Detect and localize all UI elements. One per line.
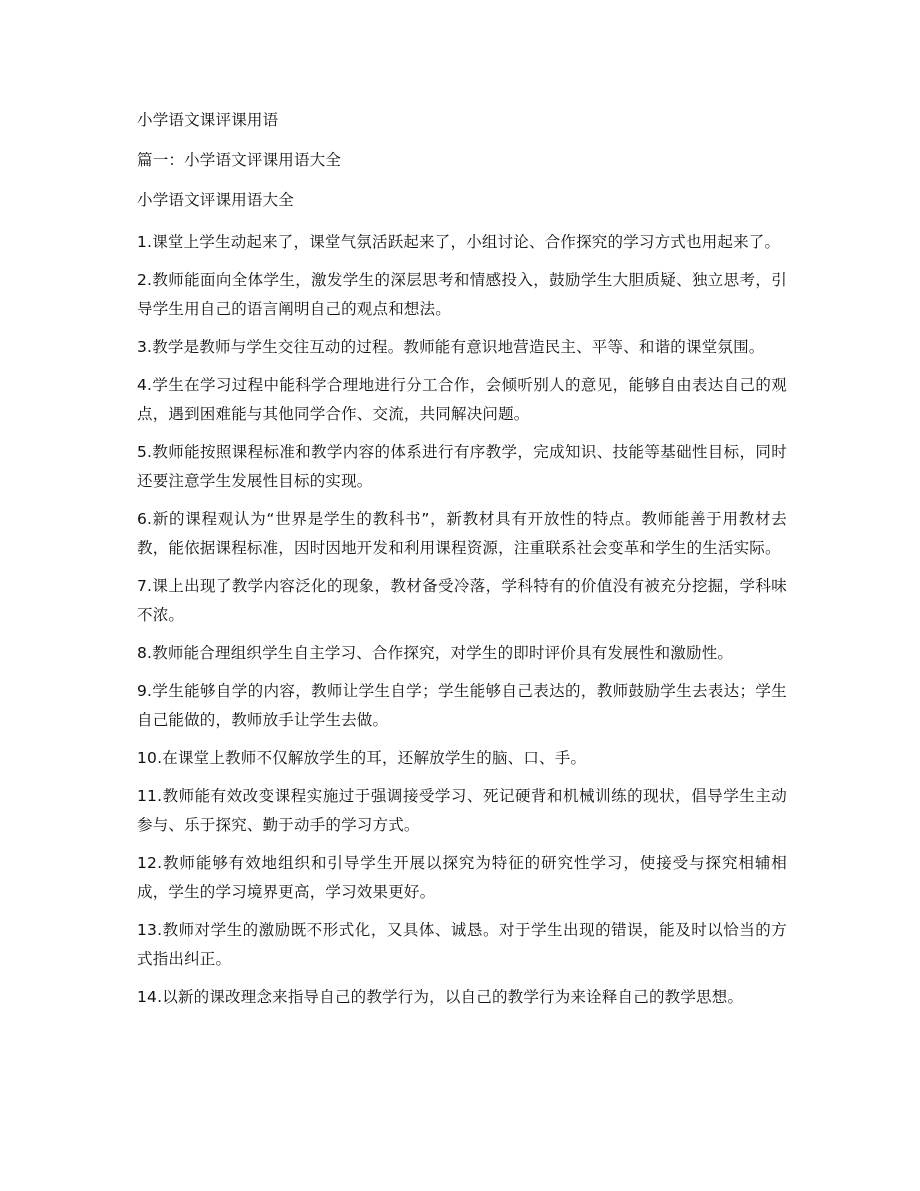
list-item: 14.以新的课改理念来指导自己的教学行为，以自己的教学行为来诠释自己的教学思想。 (137, 988, 744, 1006)
section-subheading: 小学语文评课用语大全 (137, 191, 295, 209)
document-title: 小学语文课评课用语 (137, 111, 279, 129)
list-item: 2.教师能面向全体学生，激发学生的深层思考和情感投入，鼓励学生大胆质疑、独立思考，引导学生用自己的语言阐明自己的观点和想法。 (137, 271, 787, 318)
item-list (137, 228, 787, 1012)
list-item: 8.教师能合理组织学生自主学习、合作探究，对学生的即时评价具有发展性和激励性。 (137, 644, 734, 662)
list-item: 7.课上出现了教学内容泛化的现象，教材备受冷落，学科特有的价值没有被充分挖掘，学科味不浓。 (137, 577, 787, 624)
list-item: 12.教师能够有效地组织和引导学生开展以探究为特征的研究性学习，使接受与探究相辅相成，学生的学习境界更高，学习效果更好。 (137, 854, 787, 901)
list-item: 1.课堂上学生动起来了，课堂气氛活跃起来了，小组讨论、合作探究的学习方式也用起来了。 (137, 233, 781, 251)
list-item: 10.在课堂上教师不仅解放学生的耳，还解放学生的脑、口、手。 (137, 749, 587, 767)
document-page (137, 108, 787, 1021)
list-item: 4.学生在学习过程中能科学合理地进行分工合作，会倾听别人的意见，能够自由表达自己的观点，遇到困难能与其他同学合作、交流，共同解决问题。 (137, 376, 787, 423)
list-item: 11.教师能有效改变课程实施过于强调接受学习、死记硬背和机械训练的现状，倡导学生主动参与、乐于探究、勤于动手的学习方式。 (137, 787, 787, 834)
list-item: 6.新的课程观认为“世界是学生的教科书”，新教材具有开放性的特点。教师能善于用教材去教，能依据课程标准，因时因地开发和利用课程资源，注重联系社会变革和学生的生活实际。 (137, 510, 787, 557)
list-item: 3.教学是教师与学生交往互动的过程。教师能有意识地营造民主、平等、和谐的课堂氛围。 (137, 338, 765, 356)
list-item: 9.学生能够自学的内容，教师让学生自学；学生能够自己表达的，教师鼓励学生去表达；学生自己能做的，教师放手让学生去做。 (137, 682, 787, 729)
list-item: 5.教师能按照课程标准和教学内容的体系进行有序教学，完成知识、技能等基础性目标，同时还要注意学生发展性目标的实现。 (137, 443, 787, 490)
section-heading: 篇一：小学语文评课用语大全 (137, 151, 342, 169)
list-item: 13.教师对学生的激励既不形式化，又具体、诚恳。对于学生出现的错误，能及时以恰当的方式指出纠正。 (137, 921, 787, 968)
